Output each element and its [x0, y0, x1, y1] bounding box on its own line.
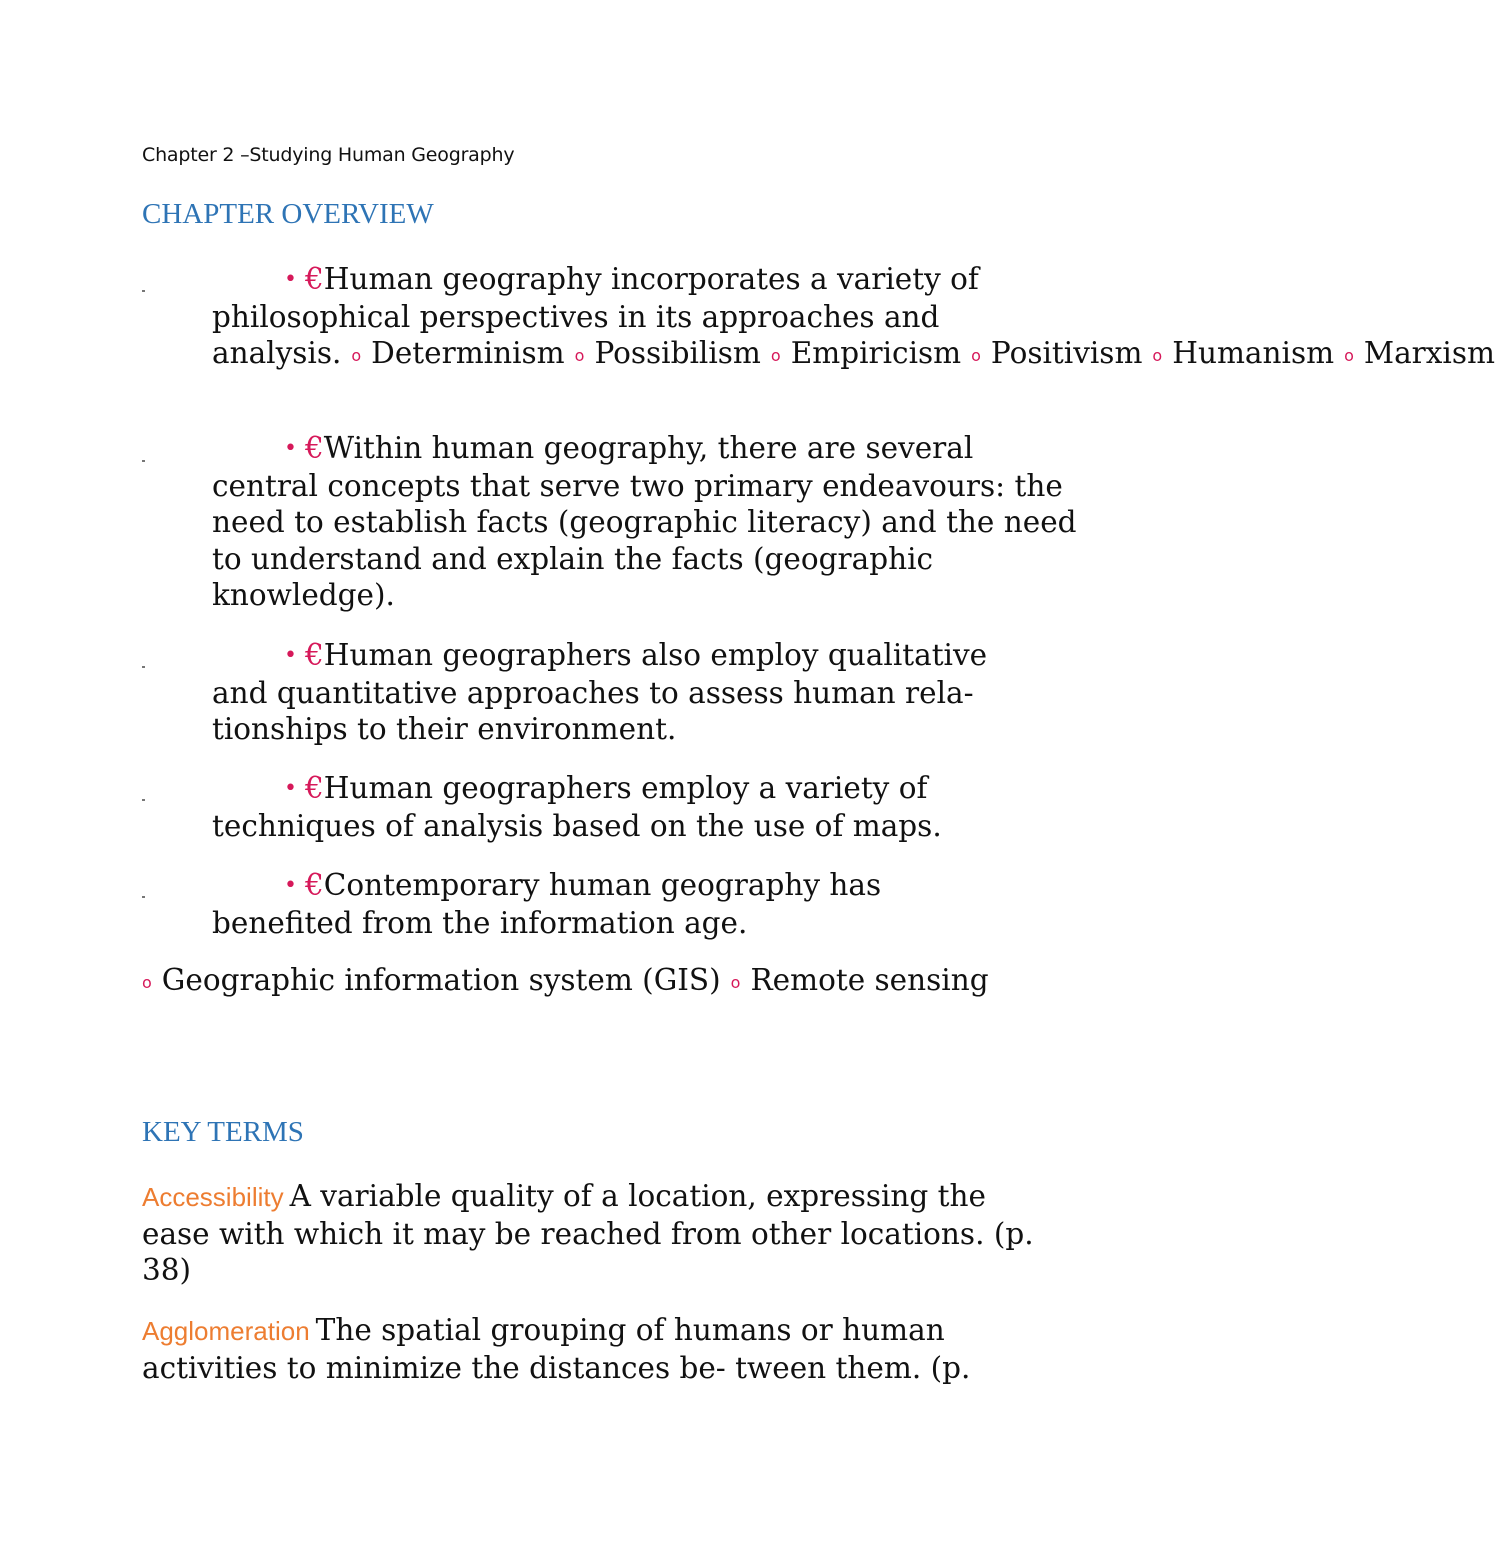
- chapter-title: Chapter 2 –Studying Human Geography: [142, 144, 515, 166]
- euro-icon: €: [304, 262, 324, 296]
- bullet-icon: •: [284, 776, 297, 801]
- key-term-entry: [142, 1178, 1062, 1289]
- euro-icon: €: [304, 431, 324, 465]
- euro-icon: €: [304, 638, 324, 672]
- overview-item-2: [212, 430, 1092, 614]
- sub-item: Positivism: [990, 336, 1143, 370]
- sub-item: Humanism: [1172, 336, 1335, 370]
- term-definition: A variable quality of a location, expressing the ease with which it may be reached from other locations. (p. 38): [142, 1179, 1034, 1287]
- term-definition: The spatial grouping of humans or human activities to minimize the distances be- tween them. (p.: [142, 1313, 971, 1385]
- list-marker: [142, 460, 145, 462]
- sub-item: Remote sensing: [750, 963, 989, 997]
- key-term-entry: [142, 1312, 1062, 1386]
- overview-item-3: [212, 637, 1092, 748]
- item-lead: Human geographers also employ qualitative: [323, 638, 988, 672]
- list-marker: [142, 799, 145, 801]
- item-text: central concepts that serve two primary endeavours: the need to establish facts (geographic literacy) and the need to understand and explain the facts (geographic knowledge).: [212, 468, 1077, 612]
- overview-heading: CHAPTER OVERVIEW: [142, 198, 434, 230]
- overview-item-1: [212, 261, 1495, 375]
- term-name: Agglomeration: [142, 1316, 310, 1346]
- sub-item: Geographic information system (GIS): [161, 963, 721, 997]
- overview-item-5: [212, 867, 1092, 941]
- list-marker: [142, 290, 145, 292]
- circle-bullet-icon: o: [971, 346, 981, 365]
- item-text: benefited from the information age.: [212, 905, 748, 940]
- overview-item-4: [212, 770, 1092, 844]
- term-name: Accessibility: [142, 1182, 284, 1212]
- euro-icon: €: [304, 771, 324, 805]
- list-marker: [142, 666, 145, 668]
- key-terms-heading: KEY TERMS: [142, 1116, 304, 1148]
- circle-bullet-icon: o: [142, 973, 152, 992]
- sub-item: Empiricism: [790, 336, 962, 370]
- circle-bullet-icon: o: [574, 346, 585, 365]
- circle-bullet-icon: o: [1152, 346, 1163, 365]
- list-marker: [142, 896, 145, 898]
- bullet-icon: •: [284, 873, 297, 898]
- trailing-sub-items: [142, 962, 1062, 1002]
- sub-item: Possibilism: [594, 336, 761, 370]
- item-text: philosophical perspectives in its approaches and analysis.: [212, 299, 940, 370]
- item-text: techniques of analysis based on the use of maps.: [212, 808, 942, 843]
- euro-icon: €: [304, 868, 324, 902]
- sub-item: Determinism: [371, 336, 565, 370]
- bullet-icon: •: [284, 436, 297, 461]
- circle-bullet-icon: o: [351, 346, 362, 365]
- circle-bullet-icon: o: [730, 973, 741, 992]
- item-text: and quantitative approaches to assess human rela- tionships to their environment.: [212, 675, 974, 746]
- circle-bullet-icon: o: [1344, 346, 1354, 365]
- circle-bullet-icon: o: [770, 346, 781, 365]
- bullet-icon: •: [284, 267, 297, 292]
- sub-item: Marxism: [1363, 336, 1495, 370]
- item-lead: Human geographers employ a variety of: [323, 771, 928, 805]
- item-lead: Contemporary human geography has: [323, 868, 882, 902]
- bullet-icon: •: [284, 643, 297, 668]
- item-lead: Within human geography, there are several: [323, 431, 974, 465]
- item-lead: Human geography incorporates a variety of: [323, 262, 979, 296]
